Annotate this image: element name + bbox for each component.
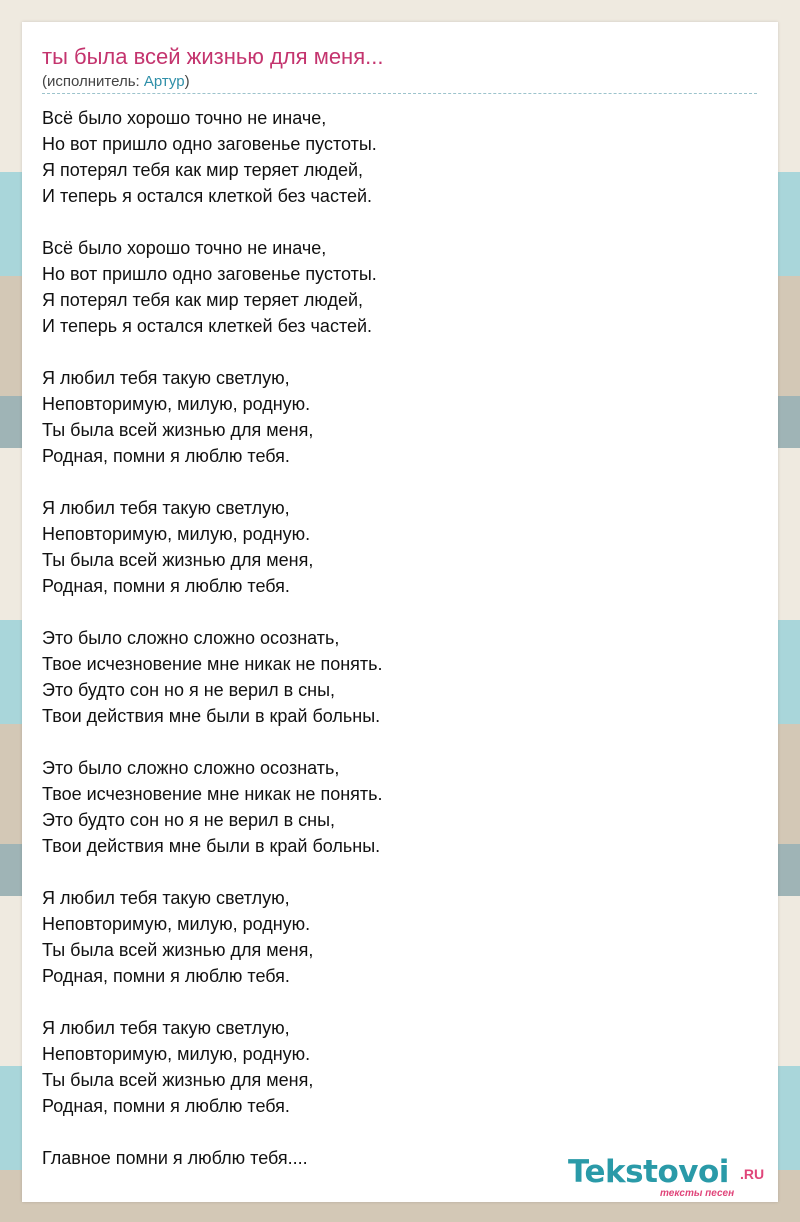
lyric-line: Но вот пришло одно заговенье пустоты. — [42, 264, 377, 284]
lyric-line: Ты была всей жизнью для меня, — [42, 420, 314, 440]
lyric-line: И теперь я остался клеткей без частей. — [42, 316, 373, 336]
lyric-line: Всё было хорошо точно не иначе, — [42, 108, 327, 128]
lyric-line: Неповторимую, милую, родную. — [42, 914, 311, 934]
lyric-line: Неповторимую, милую, родную. — [42, 394, 311, 414]
lyric-line: Родная, помни я люблю тебя. — [42, 1096, 290, 1116]
lyric-line: Твое исчезновение мне никак не понять. — [42, 784, 383, 804]
title-divider — [42, 93, 757, 94]
stanza — [42, 105, 742, 209]
lyric-line: Неповторимую, милую, родную. — [42, 1044, 311, 1064]
stanza-gap — [42, 729, 742, 755]
lyrics-card — [22, 22, 778, 1202]
stanza-gap — [42, 469, 742, 495]
lyric-line: Ты была всей жизнью для меня, — [42, 940, 314, 960]
lyric-line: Я любил тебя такую светлую, — [42, 498, 290, 518]
stanza-gap — [42, 209, 742, 235]
lyric-line: Твое исчезновение мне никак не понять. — [42, 654, 383, 674]
lyric-line: Твои действия мне были в край больны. — [42, 836, 381, 856]
site-logo[interactable] — [568, 1154, 773, 1199]
lyric-line: Родная, помни я люблю тебя. — [42, 576, 290, 596]
lyric-line: Я потерял тебя как мир теряет людей, — [42, 160, 364, 180]
lyric-line: Но вот пришло одно заговенье пустоты. — [42, 134, 377, 154]
stanza — [42, 235, 742, 339]
lyric-line: Это будто сон но я не верил в сны, — [42, 680, 336, 700]
stanza-gap — [42, 1119, 742, 1145]
stanza-gap — [42, 339, 742, 365]
lyric-line: Неповторимую, милую, родную. — [42, 524, 311, 544]
lyric-line: Твои действия мне были в край больны. — [42, 706, 381, 726]
lyric-line: Я потерял тебя как мир теряет людей, — [42, 290, 364, 310]
stanza-gap — [42, 599, 742, 625]
stanza-gap — [42, 859, 742, 885]
logo-wordmark: Tekstovoi — [568, 1154, 729, 1190]
lyric-line: Главное помни я люблю тебя.... — [42, 1148, 308, 1168]
lyric-line: Это было сложно сложно осознать, — [42, 628, 340, 648]
lyric-line: Это было сложно сложно осознать, — [42, 758, 340, 778]
stanza-gap — [42, 989, 742, 1015]
lyric-line: Я любил тебя такую светлую, — [42, 368, 290, 388]
artist-prefix: (исполнитель: — [42, 73, 144, 90]
logo-tld: .RU — [740, 1166, 765, 1182]
stanza — [42, 625, 742, 729]
stanza — [42, 495, 742, 599]
lyric-line: Родная, помни я люблю тебя. — [42, 966, 290, 986]
lyric-line: Ты была всей жизнью для меня, — [42, 1070, 314, 1090]
lyrics-body — [42, 105, 742, 1171]
lyric-line: Это будто сон но я не верил в сны, — [42, 810, 336, 830]
lyric-line: Я любил тебя такую светлую, — [42, 888, 290, 908]
stanza — [42, 1015, 742, 1119]
lyric-line: Ты была всей жизнью для меня, — [42, 550, 314, 570]
song-title: ты была всей жизнью для меня... — [42, 44, 384, 69]
lyric-line: И теперь я остался клеткой без частей. — [42, 186, 373, 206]
stanza — [42, 755, 742, 859]
artist-link[interactable]: Артур — [143, 73, 185, 90]
lyric-line: Я любил тебя такую светлую, — [42, 1018, 290, 1038]
lyric-line: Всё было хорошо точно не иначе, — [42, 238, 327, 258]
logo-tagline: тексты песен — [660, 1188, 735, 1199]
lyric-line: Родная, помни я люблю тебя. — [42, 446, 290, 466]
artist-suffix: ) — [184, 73, 190, 90]
artist-line — [42, 73, 190, 90]
stanza — [42, 885, 742, 989]
stanza — [42, 365, 742, 469]
